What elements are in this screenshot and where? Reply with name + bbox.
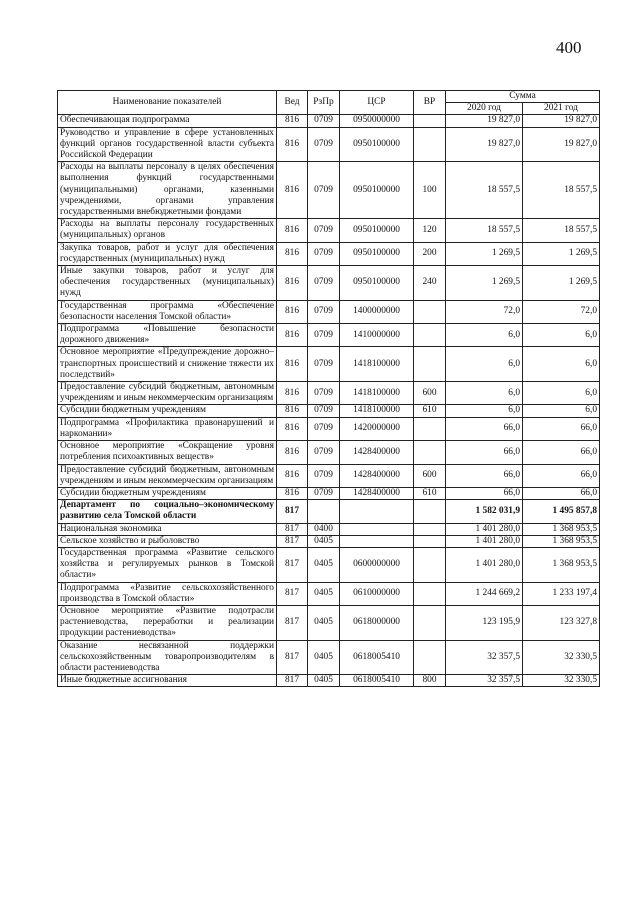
table-row [58, 219, 600, 242]
row-ved: 817 [277, 675, 308, 687]
table-row [58, 464, 600, 487]
row-rzpr: 0405 [308, 535, 340, 547]
row-ved: 816 [277, 266, 308, 301]
header-rzpr: РзПр [308, 91, 340, 115]
row-ved: 816 [277, 417, 308, 440]
row-csr: 1420000000 [340, 417, 414, 440]
row-ved: 816 [277, 464, 308, 487]
row-sum-2021: 1 233 197,4 [523, 582, 600, 605]
row-sum-2020: 6,0 [446, 382, 523, 405]
row-vr [414, 523, 446, 535]
row-name: Подпрограмма «Профилактика правонарушений и наркомании» [58, 417, 277, 440]
table-row [58, 500, 600, 523]
page-number: 400 [556, 38, 582, 57]
row-csr: 0618005410 [340, 640, 414, 675]
row-rzpr [308, 500, 340, 523]
row-sum-2021: 66,0 [523, 464, 600, 487]
row-csr [340, 523, 414, 535]
row-sum-2020: 66,0 [446, 487, 523, 499]
row-vr: 200 [414, 242, 446, 265]
row-sum-2020: 18 557,5 [446, 162, 523, 219]
row-ved: 816 [277, 441, 308, 464]
row-vr [414, 582, 446, 605]
row-sum-2020: 1 582 031,9 [446, 500, 523, 523]
row-vr: 100 [414, 162, 446, 219]
row-rzpr: 0709 [308, 324, 340, 347]
row-name: Иные закупки товаров, работ и услуг для обеспечения государственных (муниципальных) нужд [58, 266, 277, 301]
header-year-2021: 2021 год [523, 103, 600, 115]
row-name: Закупка товаров, работ и услуг для обеспечения государственных (муниципальных) нужд [58, 242, 277, 265]
row-csr [340, 535, 414, 547]
row-sum-2021: 18 557,5 [523, 162, 600, 219]
row-sum-2020: 66,0 [446, 417, 523, 440]
row-vr: 610 [414, 405, 446, 417]
table-row [58, 266, 600, 301]
row-vr [414, 127, 446, 162]
row-name: Оказание несвязанной поддержки сельскохозяйственным товаропроизводителям в области растениеводства [58, 640, 277, 675]
table-row [58, 675, 600, 687]
row-name: Иные бюджетные ассигнования [58, 675, 277, 687]
row-csr: 1428400000 [340, 487, 414, 499]
row-sum-2020: 1 244 669,2 [446, 582, 523, 605]
row-vr [414, 300, 446, 323]
row-sum-2020: 6,0 [446, 324, 523, 347]
row-sum-2020: 1 401 280,0 [446, 523, 523, 535]
budget-table [57, 90, 600, 687]
row-ved: 817 [277, 523, 308, 535]
row-rzpr: 0405 [308, 605, 340, 640]
header-name: Наименование показателей [58, 91, 277, 115]
row-sum-2021: 18 557,5 [523, 219, 600, 242]
row-vr [414, 640, 446, 675]
table-row [58, 242, 600, 265]
row-rzpr: 0400 [308, 523, 340, 535]
row-csr: 1428400000 [340, 464, 414, 487]
row-sum-2021: 1 368 953,5 [523, 547, 600, 582]
row-name: Государственная программа «Развитие сельского хозяйства и регулируемых рынков в Томской области» [58, 547, 277, 582]
row-sum-2021: 72,0 [523, 300, 600, 323]
table-row [58, 547, 600, 582]
row-name: Государственная программа «Обеспечение безопасности населения Томской области» [58, 300, 277, 323]
row-sum-2021: 6,0 [523, 324, 600, 347]
row-rzpr: 0709 [308, 441, 340, 464]
row-vr: 800 [414, 675, 446, 687]
row-vr: 600 [414, 382, 446, 405]
row-sum-2021: 6,0 [523, 347, 600, 382]
row-csr: 1418100000 [340, 347, 414, 382]
row-vr [414, 324, 446, 347]
row-sum-2021: 32 330,5 [523, 640, 600, 675]
row-csr: 0950100000 [340, 162, 414, 219]
row-ved: 816 [277, 405, 308, 417]
row-sum-2021: 1 269,5 [523, 266, 600, 301]
row-sum-2021: 123 327,8 [523, 605, 600, 640]
row-sum-2020: 66,0 [446, 464, 523, 487]
row-sum-2021: 19 827,0 [523, 115, 600, 127]
row-csr: 1418100000 [340, 405, 414, 417]
table-row [58, 300, 600, 323]
row-ved: 817 [277, 605, 308, 640]
row-sum-2020: 1 269,5 [446, 242, 523, 265]
row-name: Департамент по социально–экономическому развитию села Томской области [58, 500, 277, 523]
row-ved: 816 [277, 242, 308, 265]
table-row [58, 582, 600, 605]
row-vr [414, 547, 446, 582]
row-sum-2020: 19 827,0 [446, 115, 523, 127]
row-name: Предоставление субсидий бюджетным, автономным учреждениям и иным некоммерческим организациям [58, 464, 277, 487]
row-csr: 0950000000 [340, 115, 414, 127]
table-row [58, 605, 600, 640]
row-vr [414, 417, 446, 440]
row-rzpr: 0709 [308, 266, 340, 301]
row-rzpr: 0405 [308, 640, 340, 675]
header-csr: ЦСР [340, 91, 414, 115]
row-name: Расходы на выплаты персоналу государственных (муниципальных) органов [58, 219, 277, 242]
row-csr: 0950100000 [340, 242, 414, 265]
row-rzpr: 0709 [308, 347, 340, 382]
row-ved: 816 [277, 382, 308, 405]
row-name: Основное мероприятие «Предупреждение дорожно–транспортных происшествий и снижение тяжести их последствий» [58, 347, 277, 382]
row-sum-2020: 18 557,5 [446, 219, 523, 242]
row-ved: 816 [277, 324, 308, 347]
row-vr [414, 115, 446, 127]
row-name: Субсидии бюджетным учреждениям [58, 487, 277, 499]
row-csr: 0618000000 [340, 605, 414, 640]
row-sum-2020: 66,0 [446, 441, 523, 464]
row-ved: 816 [277, 127, 308, 162]
row-vr: 120 [414, 219, 446, 242]
row-name: Субсидии бюджетным учреждениям [58, 405, 277, 417]
row-ved: 817 [277, 582, 308, 605]
table-row [58, 405, 600, 417]
row-sum-2021: 32 330,5 [523, 675, 600, 687]
row-rzpr: 0709 [308, 127, 340, 162]
table-row [58, 640, 600, 675]
row-ved: 816 [277, 219, 308, 242]
row-rzpr: 0709 [308, 382, 340, 405]
table-row [58, 127, 600, 162]
row-vr: 600 [414, 464, 446, 487]
row-vr [414, 605, 446, 640]
table-row [58, 441, 600, 464]
row-sum-2021: 66,0 [523, 441, 600, 464]
row-ved: 816 [277, 162, 308, 219]
header-year-2020: 2020 год [446, 103, 523, 115]
table-row [58, 535, 600, 547]
row-sum-2021: 19 827,0 [523, 127, 600, 162]
row-name: Предоставление субсидий бюджетным, автономным учреждениям и иным некоммерческим организациям [58, 382, 277, 405]
row-csr [340, 500, 414, 523]
row-name: Основное мероприятие «Сокращение уровня потребления психоактивных веществ» [58, 441, 277, 464]
header-vr: ВР [414, 91, 446, 115]
header-sum: Сумма [446, 91, 600, 103]
row-name: Сельское хозяйство и рыболовство [58, 535, 277, 547]
header-ved: Вед [277, 91, 308, 115]
row-ved: 817 [277, 500, 308, 523]
row-vr: 240 [414, 266, 446, 301]
table-row [58, 382, 600, 405]
row-name: Расходы на выплаты персоналу в целях обеспечения выполнения функций государственными (муниципальными) органами, казенными учреждениями, органами управления государственными внебюджетными фондами [58, 162, 277, 219]
row-sum-2021: 1 269,5 [523, 242, 600, 265]
table-row [58, 324, 600, 347]
row-sum-2020: 19 827,0 [446, 127, 523, 162]
row-sum-2020: 1 401 280,0 [446, 547, 523, 582]
row-vr [414, 347, 446, 382]
row-csr: 0950100000 [340, 219, 414, 242]
table-row [58, 523, 600, 535]
row-name: Обеспечивающая подпрограмма [58, 115, 277, 127]
table-body [58, 115, 600, 687]
row-csr: 0618005410 [340, 675, 414, 687]
row-rzpr: 0709 [308, 487, 340, 499]
table-row [58, 115, 600, 127]
table-row [58, 162, 600, 219]
row-csr: 0610000000 [340, 582, 414, 605]
row-ved: 817 [277, 535, 308, 547]
row-ved: 816 [277, 300, 308, 323]
row-ved: 817 [277, 547, 308, 582]
row-name: Руководство и управление в сфере установленных функций органов государственной власти субъекта Российской Федерации [58, 127, 277, 162]
row-vr: 610 [414, 487, 446, 499]
row-ved: 816 [277, 487, 308, 499]
row-csr: 1428400000 [340, 441, 414, 464]
row-sum-2020: 32 357,5 [446, 640, 523, 675]
row-sum-2021: 6,0 [523, 382, 600, 405]
row-rzpr: 0709 [308, 300, 340, 323]
row-vr [414, 500, 446, 523]
row-name: Основное мероприятие «Развитие подотрасли растениеводства, переработки и реализации продукции растениеводства» [58, 605, 277, 640]
row-name: Национальная экономика [58, 523, 277, 535]
row-ved: 816 [277, 347, 308, 382]
row-name: Подпрограмма «Повышение безопасности дорожного движения» [58, 324, 277, 347]
row-rzpr: 0709 [308, 464, 340, 487]
row-sum-2020: 1 269,5 [446, 266, 523, 301]
row-sum-2020: 1 401 280,0 [446, 535, 523, 547]
row-sum-2021: 66,0 [523, 417, 600, 440]
row-sum-2021: 1 495 857,8 [523, 500, 600, 523]
row-rzpr: 0709 [308, 405, 340, 417]
row-sum-2021: 1 368 953,5 [523, 535, 600, 547]
row-sum-2020: 123 195,9 [446, 605, 523, 640]
table-row [58, 417, 600, 440]
row-sum-2021: 6,0 [523, 405, 600, 417]
row-sum-2020: 32 357,5 [446, 675, 523, 687]
row-sum-2021: 66,0 [523, 487, 600, 499]
row-csr: 1418100000 [340, 382, 414, 405]
row-rzpr: 0709 [308, 162, 340, 219]
table-row [58, 487, 600, 499]
row-csr: 1410000000 [340, 324, 414, 347]
row-sum-2020: 6,0 [446, 405, 523, 417]
row-csr: 1400000000 [340, 300, 414, 323]
row-ved: 817 [277, 640, 308, 675]
row-rzpr: 0405 [308, 582, 340, 605]
row-name: Подпрограмма «Развитие сельскохозяйственного производства в Томской области» [58, 582, 277, 605]
row-csr: 0600000000 [340, 547, 414, 582]
row-rzpr: 0709 [308, 219, 340, 242]
row-sum-2021: 1 368 953,5 [523, 523, 600, 535]
row-sum-2020: 6,0 [446, 347, 523, 382]
row-csr: 0950100000 [340, 127, 414, 162]
row-csr: 0950100000 [340, 266, 414, 301]
row-vr [414, 441, 446, 464]
table-row [58, 347, 600, 382]
row-rzpr: 0405 [308, 547, 340, 582]
row-vr [414, 535, 446, 547]
row-rzpr: 0709 [308, 417, 340, 440]
row-sum-2020: 72,0 [446, 300, 523, 323]
row-ved: 816 [277, 115, 308, 127]
row-rzpr: 0405 [308, 675, 340, 687]
row-rzpr: 0709 [308, 242, 340, 265]
row-rzpr: 0709 [308, 115, 340, 127]
